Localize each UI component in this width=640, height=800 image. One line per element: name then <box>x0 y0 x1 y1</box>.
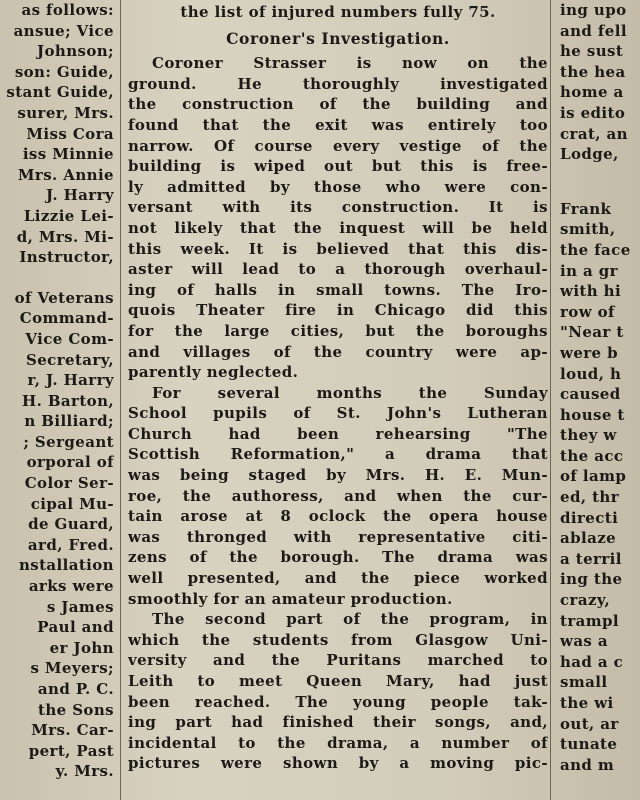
text-line: Frank <box>560 199 612 218</box>
text-line: house t <box>560 405 625 424</box>
text-line: orporal of <box>26 453 114 472</box>
text-line: Vice Com- <box>25 329 114 348</box>
text-line: he sust <box>560 42 624 61</box>
text-line: loud, h <box>560 364 622 383</box>
text-line: zens of the borough. The drama was <box>128 548 548 567</box>
text-line: H. Barton, <box>22 391 114 410</box>
column-rule-right <box>550 0 551 800</box>
text-line: caused <box>560 385 621 404</box>
text-line: surer, Mrs. <box>17 103 114 122</box>
text-line: was thronged with representative citi- <box>128 527 548 546</box>
text-line: parently neglected. <box>128 363 299 382</box>
text-line: crat, an <box>560 124 628 143</box>
text-line: versity and the Puritans marched to <box>128 651 548 670</box>
text-line: the hea <box>560 62 626 81</box>
text-line: trampl <box>560 611 620 630</box>
text-line: the acc <box>560 446 624 465</box>
text-line: stant Guide, <box>6 83 114 102</box>
text-line: in a gr <box>560 261 618 280</box>
text-line: for the large cities, but the boroughs <box>128 321 548 340</box>
text-line: the face <box>560 240 631 259</box>
text-line: as follows: <box>21 1 114 19</box>
text-line: narrow. Of course every vestige of the <box>128 136 548 155</box>
text-line: row of <box>560 302 615 321</box>
text-line: Command- <box>19 309 114 328</box>
text-line: The second part of the program, in <box>152 610 548 629</box>
text-line: tunate <box>560 735 618 754</box>
text-line: s Meyers; <box>30 659 114 678</box>
text-line: and fell <box>560 21 627 40</box>
text-line: out, ar <box>560 714 619 733</box>
top-line: the list of injured numbers fully 75. <box>180 3 496 21</box>
text-line: Miss Cora <box>26 124 114 143</box>
text-line: versant with its construction. It is <box>128 198 548 217</box>
text-line: n Billiard; <box>24 412 114 431</box>
text-line: Mrs. Car- <box>31 721 114 740</box>
text-line: the Sons <box>38 700 114 719</box>
text-line: quois Theater fire in Chicago did this <box>128 301 548 320</box>
left-column-block-1 <box>0 0 114 268</box>
text-line: been reached. The young people tak- <box>128 692 548 711</box>
text-line: and P. C. <box>37 680 114 698</box>
text-line: de Guard, <box>28 515 114 534</box>
text-line: tain arose at 8 oclock the opera house <box>128 507 548 526</box>
left-column <box>0 0 114 800</box>
text-line: not likely that the inquest will be held <box>128 218 548 237</box>
column-rule-left <box>120 0 121 800</box>
text-line: "Near t <box>560 323 624 342</box>
text-line: s James <box>46 597 114 616</box>
text-line: ; Sergeant <box>23 432 114 451</box>
section-headline: Coroner's Investigation. <box>226 28 450 48</box>
text-line: is edito <box>560 103 626 122</box>
text-line: ablaze <box>560 529 617 548</box>
text-line: ed, thr <box>560 488 620 507</box>
text-line: well presented, and the piece worked <box>128 569 548 588</box>
middle-column <box>128 0 548 800</box>
text-line: ing upo <box>560 1 627 19</box>
text-line: small <box>560 673 608 692</box>
text-line: was being staged by Mrs. H. E. Mun- <box>128 466 548 485</box>
right-column <box>556 0 640 800</box>
text-line: roe, the authoress, and when the cur- <box>128 486 548 505</box>
text-line: the construction of the building and <box>128 95 548 114</box>
text-line: Secretary, <box>25 350 114 369</box>
text-line: the wi <box>560 694 614 712</box>
paragraph-drama <box>128 383 548 610</box>
text-line: Johnson; <box>36 42 114 61</box>
text-line: d, Mrs. Mi- <box>16 227 114 246</box>
text-line: pictures were shown by a moving pic- <box>128 754 548 773</box>
text-line: crazy, <box>560 591 611 610</box>
text-line: ard, Fred. <box>27 535 114 554</box>
text-line: smoothly for an amateur production. <box>128 589 453 608</box>
text-line: er John <box>49 638 114 657</box>
text-line: incidental to the drama, a number of <box>128 733 548 752</box>
text-line: of Veterans <box>14 288 114 307</box>
text-line: Leith to meet Queen Mary, had just <box>128 672 548 690</box>
text-line: had a c <box>560 652 624 671</box>
left-column-block-2 <box>0 288 114 782</box>
right-column-block-2 <box>556 199 640 776</box>
text-line: directi <box>560 508 619 527</box>
text-line: y. Mrs. <box>55 762 114 781</box>
text-line: ground. He thoroughly investigated <box>128 74 548 93</box>
text-line: cipal Mu- <box>30 494 114 513</box>
text-line: a terril <box>560 549 622 568</box>
text-line: Mrs. Annie <box>17 165 114 184</box>
text-line: For several months the Sunday <box>152 383 548 402</box>
text-line: Coroner Strasser is now on the <box>152 54 548 73</box>
text-line: Color Ser- <box>24 474 114 493</box>
paragraph-second-part <box>128 609 548 774</box>
text-line: iss Minnie <box>22 145 114 164</box>
text-line: nstallation <box>18 556 114 575</box>
text-line: arks were <box>28 577 114 596</box>
text-line: which the students from Glasgow Uni- <box>128 630 548 649</box>
text-line: ly admitted by those who were con- <box>128 177 548 196</box>
right-column-block-1 <box>556 0 640 165</box>
text-line: ing part had finished their songs, and, <box>128 713 548 732</box>
text-line: with hi <box>560 282 622 301</box>
text-line: this week. It is believed that this dis- <box>128 239 548 258</box>
text-line: were b <box>560 343 619 362</box>
text-line: pert, Past <box>28 741 114 760</box>
text-line: ing the <box>560 570 623 589</box>
text-line: aster will lead to a thorough overhaul- <box>128 260 548 279</box>
text-line: smith, <box>560 220 616 239</box>
text-line: ansue; Vice <box>13 21 114 40</box>
text-line: Church had been rehearsing "The <box>128 424 548 443</box>
text-line: Scottish Reformation," a drama that <box>128 445 548 464</box>
text-line: Instructor, <box>19 248 114 267</box>
text-line: School pupils of St. John's Lutheran <box>128 404 548 423</box>
text-line: and villages of the country were ap- <box>128 342 548 361</box>
text-line: J. Harry <box>46 186 114 205</box>
text-line: Paul and <box>37 618 114 637</box>
text-line: r, J. Harry <box>27 371 114 390</box>
text-line: was a <box>560 632 609 651</box>
text-line: son: Guide, <box>14 62 114 81</box>
text-line: and m <box>560 755 615 774</box>
text-line: Lizzie Lei- <box>23 206 114 225</box>
text-line: of lamp <box>560 467 627 486</box>
text-line: building is wiped out but this is free- <box>128 157 548 176</box>
text-line: Lodge, <box>560 145 619 164</box>
text-line: ing of halls in small towns. The Iro- <box>128 280 548 299</box>
paragraph-coroner <box>128 53 548 383</box>
text-line: home a <box>560 83 624 102</box>
text-line: found that the exit was entirely too <box>128 115 548 134</box>
text-line: they w <box>560 426 617 445</box>
